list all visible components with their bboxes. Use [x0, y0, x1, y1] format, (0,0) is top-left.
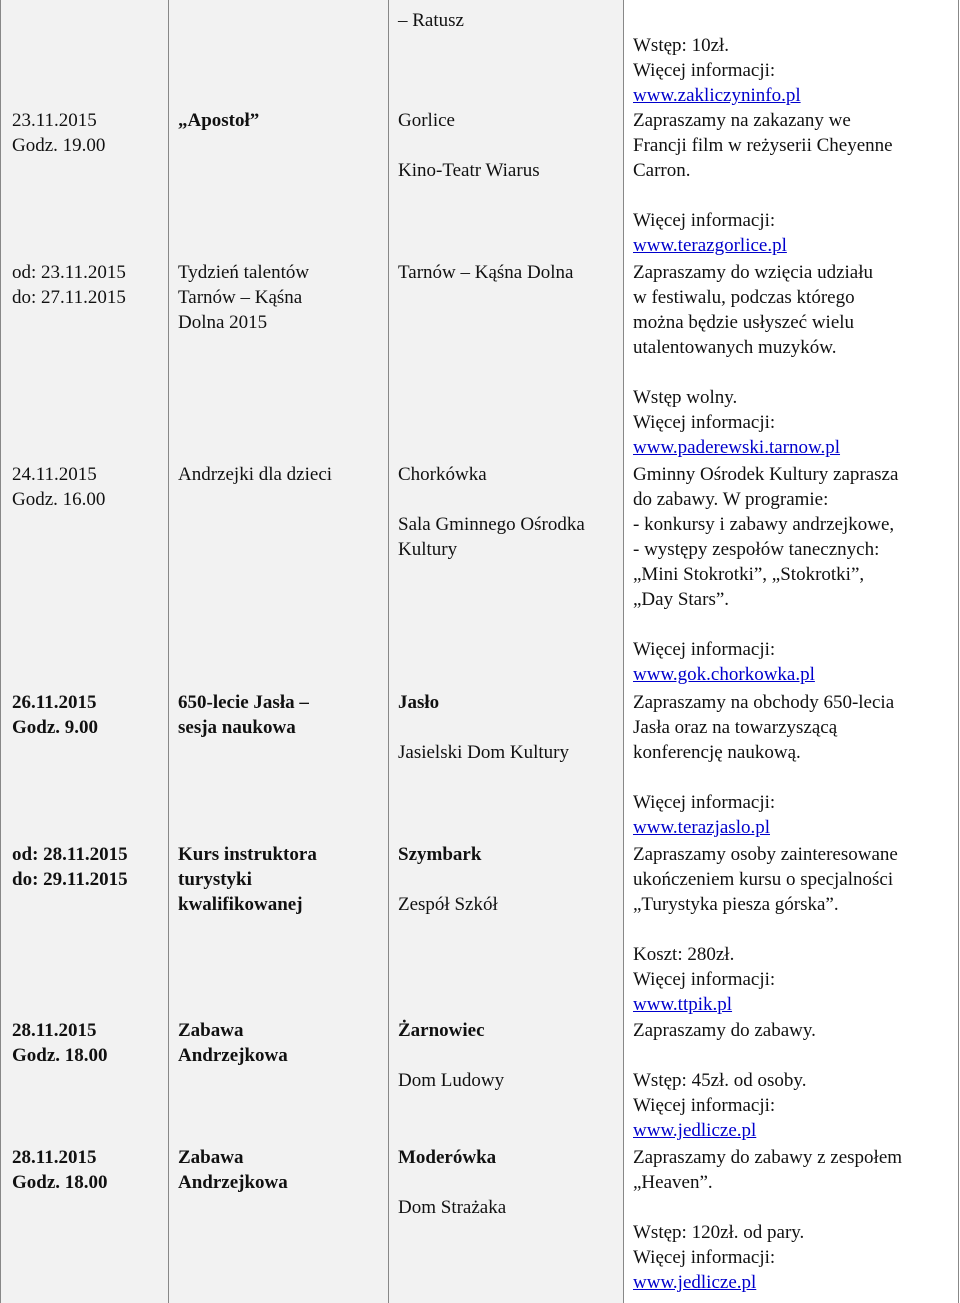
spacer [633, 1195, 953, 1220]
venue-line: Kultury [398, 539, 458, 560]
title-line: Kurs instruktora [178, 844, 317, 865]
more-info-label: Więcej informacji: [633, 792, 776, 813]
event-title [178, 1145, 383, 1195]
event-date [12, 108, 152, 158]
date-line: 28.11.2015 [12, 1020, 97, 1041]
description-line: „Day Stars”. [633, 589, 730, 610]
description-line: utalentowanych muzyków. [633, 337, 837, 358]
more-info-label: Więcej informacji: [633, 639, 776, 660]
date-line: Godz. 18.00 [12, 1172, 108, 1193]
event-date [12, 842, 152, 892]
info-link[interactable]: www.jedlicze.pl [633, 1272, 757, 1293]
date-line: Godz. 19.00 [12, 135, 106, 156]
place-name: Chorkówka [398, 464, 487, 485]
description-line: Francji film w reżyserii Cheyenne [633, 135, 893, 156]
more-info-label: Więcej informacji: [633, 1247, 776, 1268]
more-info-label: Więcej informacji: [633, 1095, 776, 1116]
description-line: „Mini Stokrotki”, „Stokrotki”, [633, 564, 865, 585]
venue [398, 8, 623, 33]
event-date [12, 462, 152, 512]
description-line: konferencję naukową. [633, 742, 801, 763]
description-line: ukończeniem kursu o specjalności [633, 869, 894, 890]
place-name: Jasło [398, 692, 440, 713]
description-line: Carron. [633, 160, 691, 181]
spacer [398, 715, 623, 740]
title-column-bg [168, 0, 388, 1303]
info-link[interactable]: www.terazgorlice.pl [633, 235, 787, 256]
title-line: Zabawa [178, 1147, 244, 1168]
date-line: Godz. 18.00 [12, 1045, 108, 1066]
spacer [633, 183, 953, 208]
title-line: kwalifikowanej [178, 894, 303, 915]
title-line: 650-lecie Jasła – [178, 692, 309, 713]
title-line: sesja naukowa [178, 717, 296, 738]
venue-line: Zespół Szkół [398, 894, 498, 915]
description-line: w festiwalu, podczas którego [633, 287, 855, 308]
spacer [398, 1043, 623, 1068]
event-title [178, 1018, 383, 1068]
more-info-label: Więcej informacji: [633, 60, 776, 81]
spacer [633, 765, 953, 790]
venue-line: Sala Gminnego Ośrodka [398, 514, 585, 535]
description [633, 33, 953, 108]
spacer [398, 1170, 623, 1195]
event-place [398, 842, 623, 917]
place-name: Moderówka [398, 1147, 497, 1168]
extra-info: Wstęp: 45zł. od osoby. [633, 1070, 807, 1091]
info-link[interactable]: www.jedlicze.pl [633, 1120, 757, 1141]
table-border [958, 0, 959, 1303]
title-line: Andrzejkowa [178, 1045, 288, 1066]
venue-line: Kino-Teatr Wiarus [398, 160, 540, 181]
place-name: Tarnów – Kąśna Dolna [398, 262, 574, 283]
place-name: Gorlice [398, 110, 455, 131]
date-line: 24.11.2015 [12, 464, 97, 485]
place-column-bg [388, 0, 623, 1303]
event-place [398, 690, 623, 765]
description-line: Jasła oraz na towarzyszącą [633, 717, 838, 738]
title-line: Andrzejkowa [178, 1172, 288, 1193]
event-description [633, 1018, 953, 1143]
description-line: - występy zespołów tanecznych: [633, 539, 880, 560]
event-date [12, 1145, 152, 1195]
place-name: Szymbark [398, 844, 482, 865]
date-line: 28.11.2015 [12, 1147, 97, 1168]
description-line: „Turystyka piesza górska”. [633, 894, 839, 915]
extra-info: Koszt: 280zł. [633, 944, 735, 965]
description-line: Zapraszamy do wzięcia udziału [633, 262, 874, 283]
description-line: do zabawy. W programie: [633, 489, 829, 510]
description-line: można będzie usłyszeć wielu [633, 312, 855, 333]
column-divider [168, 0, 169, 1303]
event-description [633, 260, 953, 460]
date-line: od: 23.11.2015 [12, 262, 126, 283]
event-place [398, 260, 623, 285]
column-divider [388, 0, 389, 1303]
description-line: „Heaven”. [633, 1172, 713, 1193]
table-border [0, 0, 1, 1303]
date-line: od: 28.11.2015 [12, 844, 128, 865]
description-line: - konkursy i zabawy andrzejkowe, [633, 514, 895, 535]
event-title [178, 462, 383, 487]
spacer [633, 1043, 953, 1068]
title-line: turystyki [178, 869, 252, 890]
event-description [633, 108, 953, 258]
event-place [398, 1018, 623, 1093]
title-line: Tydzień talentów [178, 262, 310, 283]
spacer [398, 133, 623, 158]
event-place [398, 108, 623, 183]
info-link[interactable]: www.paderewski.tarnow.pl [633, 437, 841, 458]
entry-fee: Wstęp: 10zł. [633, 35, 730, 56]
spacer [398, 867, 623, 892]
description-line: Zapraszamy na zakazany we [633, 110, 851, 131]
venue-line: – Ratusz [398, 10, 464, 31]
event-place [398, 462, 623, 562]
event-description [633, 1145, 953, 1295]
date-line: Godz. 16.00 [12, 489, 106, 510]
date-line: 23.11.2015 [12, 110, 97, 131]
event-date [12, 1018, 152, 1068]
info-link[interactable]: www.gok.chorkowka.pl [633, 664, 815, 685]
more-info-label: Więcej informacji: [633, 412, 776, 433]
description-line: Zapraszamy do zabawy z zespołem [633, 1147, 903, 1168]
event-date [12, 260, 152, 310]
date-line: 26.11.2015 [12, 692, 97, 713]
spacer [633, 612, 953, 637]
spacer [633, 917, 953, 942]
spacer [633, 360, 953, 385]
date-line: Godz. 9.00 [12, 717, 99, 738]
venue-line: Dom Ludowy [398, 1070, 505, 1091]
event-place [398, 1145, 623, 1220]
more-info-label: Więcej informacji: [633, 969, 776, 990]
title-line: Tarnów – Kąśna [178, 287, 303, 308]
date-line: do: 29.11.2015 [12, 869, 128, 890]
more-info-label: Więcej informacji: [633, 210, 776, 231]
date-column-bg [0, 0, 168, 1303]
info-link[interactable]: www.terazjaslo.pl [633, 817, 770, 838]
description-line: Zapraszamy do zabawy. [633, 1020, 816, 1041]
description-line: Zapraszamy osoby zainteresowane [633, 844, 898, 865]
event-description [633, 462, 953, 687]
info-link[interactable]: www.ttpik.pl [633, 994, 733, 1015]
spacer [398, 487, 623, 512]
extra-info: Wstęp: 120zł. od pary. [633, 1222, 805, 1243]
place-name: Żarnowiec [398, 1020, 485, 1041]
title-line: Andrzejki dla dzieci [178, 464, 333, 485]
venue-line: Dom Strażaka [398, 1197, 507, 1218]
event-title [178, 260, 383, 335]
title-line: Dolna 2015 [178, 312, 268, 333]
description-line: Zapraszamy na obchody 650-lecia [633, 692, 895, 713]
column-divider [623, 0, 624, 1303]
event-title [178, 690, 383, 740]
description-line: Gminny Ośrodek Kultury zaprasza [633, 464, 899, 485]
event-date [12, 690, 152, 740]
event-description [633, 842, 953, 1017]
event-title [178, 108, 383, 133]
venue-line: Jasielski Dom Kultury [398, 742, 569, 763]
extra-info: Wstęp wolny. [633, 387, 738, 408]
event-description [633, 690, 953, 840]
info-link[interactable]: www.zakliczyninfo.pl [633, 85, 801, 106]
event-title [178, 842, 383, 917]
title-line: „Apostoł” [178, 110, 260, 131]
title-line: Zabawa [178, 1020, 244, 1041]
date-line: do: 27.11.2015 [12, 287, 126, 308]
